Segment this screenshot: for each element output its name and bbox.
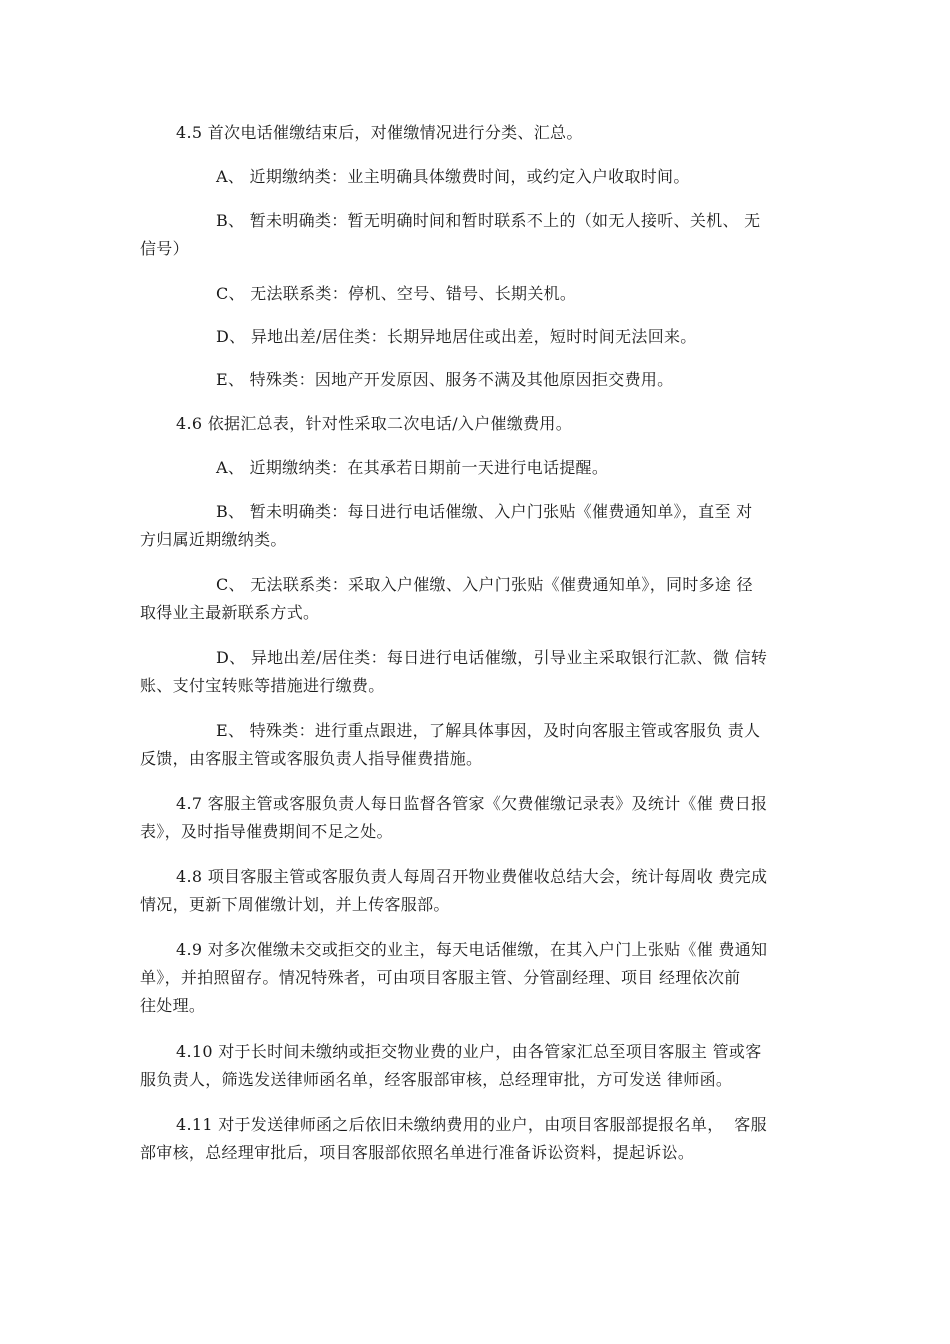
paragraph-continuation: 往处理。: [140, 996, 206, 1015]
paragraph-continuation: 单》，并拍照留存。情况特殊者，可由项目客服主管、分管副经理、项目 经理依次前: [140, 968, 741, 987]
list-item: D、 异地出差/居住类：每日进行电话催缴，引导业主采取银行汇款、微 信转: [216, 648, 768, 667]
list-item: E、 特殊类：进行重点跟进，了解具体事因，及时向客服主管或客服负 责人: [216, 721, 761, 740]
list-item: A、 近期缴纳类：业主明确具体缴费时间，或约定入户收取时间。: [216, 167, 690, 186]
list-item-continuation: 反馈，由客服主管或客服负责人指导催费措施。: [140, 749, 483, 768]
paragraph-continuation: 表》，及时指导催费期间不足之处。: [140, 822, 393, 841]
paragraph-4-11: 4.11 对于发送律师函之后依旧未缴纳费用的业户，由项目客服部提报名单， 客服: [176, 1115, 767, 1134]
paragraph-4-7: 4.7 客服主管或客服负责人每日监督各管家《欠费催缴记录表》及统计《催 费日报: [176, 794, 768, 813]
paragraph-4-9: 4.9 对多次催缴未交或拒交的业主，每天电话催缴，在其入户门上张贴《催 费通知: [176, 940, 768, 959]
list-item: B、 暂未明确类：每日进行电话催缴、入户门张贴《催费通知单》，直至 对: [216, 502, 753, 521]
list-item-continuation: 信号）: [140, 239, 189, 258]
list-item: E、 特殊类：因地产开发原因、服务不满及其他原因拒交费用。: [216, 370, 674, 389]
list-item: B、 暂未明确类：暂无明确时间和暂时联系不上的（如无人接听、关机、 无: [216, 211, 761, 230]
section-heading-4-6: 4.6 依据汇总表，针对性采取二次电话/入户催缴费用。: [176, 414, 573, 433]
paragraph-4-8: 4.8 项目客服主管或客服负责人每周召开物业费催收总结大会，统计每周收 费完成: [176, 867, 768, 886]
paragraph-continuation: 服负责人，筛选发送律师函名单，经客服部审核，总经理审批，方可发送 律师函。: [140, 1070, 733, 1089]
list-item: D、 异地出差/居住类：长期异地居住或出差，短时时间无法回来。: [216, 327, 697, 346]
paragraph-continuation: 部审核，总经理审批后，项目客服部依照名单进行准备诉讼资料，提起诉讼。: [140, 1143, 695, 1162]
paragraph-continuation: 情况，更新下周催缴计划，并上传客服部。: [140, 895, 450, 914]
list-item: A、 近期缴纳类：在其承若日期前一天进行电话提醒。: [216, 458, 609, 477]
list-item: C、 无法联系类：采取入户催缴、入户门张贴《催费通知单》，同时多途 径: [216, 575, 753, 594]
section-heading-4-5: 4.5 首次电话催缴结束后，对催缴情况进行分类、汇总。: [176, 123, 583, 142]
paragraph-4-10: 4.10 对于长时间未缴纳或拒交物业费的业户，由各管家汇总至项目客服主 管或客: [176, 1042, 762, 1061]
list-item-continuation: 方归属近期缴纳类。: [140, 530, 287, 549]
list-item: C、 无法联系类：停机、空号、错号、长期关机。: [216, 284, 577, 303]
list-item-continuation: 账、支付宝转账等措施进行缴费。: [140, 676, 385, 695]
list-item-continuation: 取得业主最新联系方式。: [140, 603, 320, 622]
